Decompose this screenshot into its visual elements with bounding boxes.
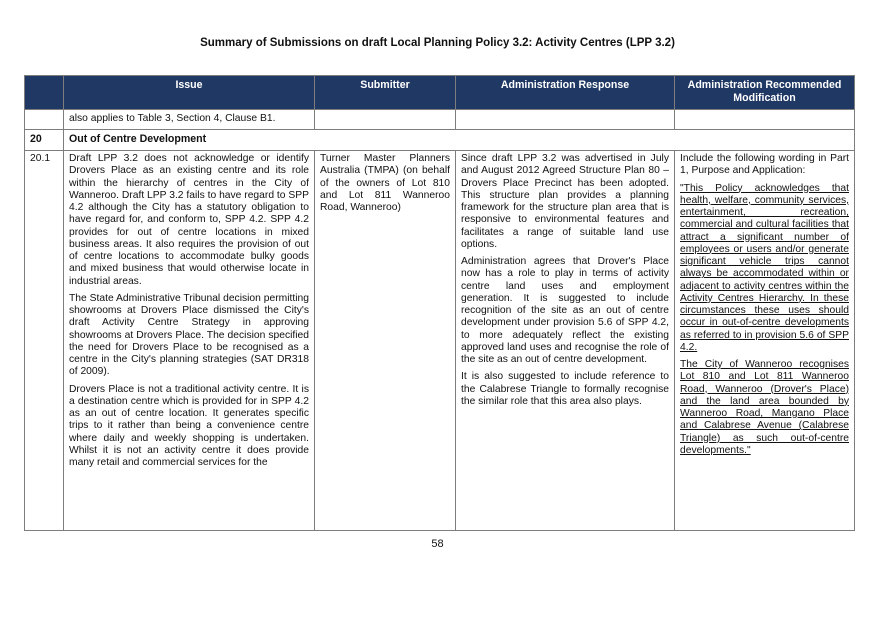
cell-response — [456, 110, 675, 130]
header-issue: Issue — [64, 76, 315, 110]
cell-response — [456, 151, 675, 531]
page-title: Summary of Submissions on draft Local Planning Policy 3.2: Activity Centres (LPP 3.2) — [200, 37, 675, 49]
cell-submitter — [315, 151, 456, 531]
modification-intro: Include the following wording in Part 1, Purpose and Application: — [680, 153, 849, 177]
page-number: 58 — [431, 538, 444, 550]
cell-issue — [64, 151, 315, 531]
cell-submitter — [315, 110, 456, 130]
section-row — [25, 130, 855, 151]
table-row — [25, 151, 855, 531]
response-paragraph: It is also suggested to include reference to the Calabrese Triangle to formally recognise the similar role that this area also plays. — [461, 371, 669, 407]
header-modification: Administration Recommended Modification — [675, 76, 855, 110]
table-row — [25, 110, 855, 130]
section-number: 20 — [25, 130, 64, 151]
header-submitter: Submitter — [315, 76, 456, 110]
response-paragraph: Administration agrees that Drover's Place now has a role to play in terms of activity centre land uses and employment generation. It is suggested to include recognition of the site as an out of centre development under provision 5.6 of SPP 4.2, to more adequately reflect the existing approved land uses and recognise the role of the site as an out of centre development. — [461, 256, 669, 365]
submitter-name: Turner Master Planners Australia (TMPA) (on behalf of the owners of Lot 810 and Lot 811 Wanneroo Road, Wanneroo) — [320, 153, 450, 213]
section-title: Out of Centre Development — [64, 130, 855, 151]
submissions-table — [24, 75, 855, 531]
modification-paragraph: The City of Wanneroo recognises Lot 810 and Lot 811 Wanneroo Road, Wanneroo (Drover's Place) and the land area bounded by Wanneroo Road, Mangano Place and Calabrese Avenue (Calabrese Triangle) as such out-of-centre developments." — [680, 359, 849, 456]
issue-paragraph: Drovers Place is not a traditional activity centre. It is a destination centre which is provided for in SPP 4.2 as an out of centre location. It generates specific trips to it rather than being a convenience centre where daily and weekly shopping is undertaken. Whilst it is not an activity centre it does provide many retail and commercial services for the — [69, 383, 309, 468]
item-number: 20.1 — [25, 151, 64, 531]
header-response: Administration Response — [456, 76, 675, 110]
issue-paragraph: Draft LPP 3.2 does not acknowledge or identify Drovers Place as an existing centre and its role within the hierarchy of centres in the City of Wanneroo. Draft LPP 3.2 fails to have regard to SPP 4.2 although the City has a statutory obligation to have regard for, and conform to, SPP 4.2. SPP 4.2 provides for out of centre locations in mixed business areas. It also requires the provision of out of centre locations to accommodate bulky goods and mixed business that would otherwise locate in industrial areas. — [69, 153, 309, 287]
issue-paragraph: The State Administrative Tribunal decision permitting showrooms at Drovers Place dismissed the City's draft Activity Centre Strategy in approving showrooms at Drovers Place. The decision specified the need for Drovers Place to be recognised as a centre in the City's planning strategies (SAT DR318 of 2009). — [69, 292, 309, 378]
cell-modification — [675, 151, 855, 531]
header-number — [25, 76, 64, 110]
cell-modification — [675, 110, 855, 130]
cell-number — [25, 110, 64, 130]
response-paragraph: Since draft LPP 3.2 was advertised in July and August 2012 Agreed Structure Plan 80 – Drovers Place Precinct has been adopted. This structure plan provides a planning framework for the structure plan area that is responsive to environmental features and facilitates a range of suitable land use options. — [461, 153, 669, 250]
cell-issue: also applies to Table 3, Section 4, Clause B1. — [64, 110, 315, 130]
table-header-row — [25, 76, 855, 110]
modification-paragraph: "This Policy acknowledges that health, welfare, community services, entertainment, recreation, commercial and cultural facilities that attract a significant number of employees or users and/or generate significant vehicle trips cannot always be accommodated within or adjacent to activity centres within the Activity Centres Hierarchy. In these circumstances these uses should occur in out-of-centre developments as referred to in provision 5.6 of SPP 4.2. — [680, 182, 849, 353]
